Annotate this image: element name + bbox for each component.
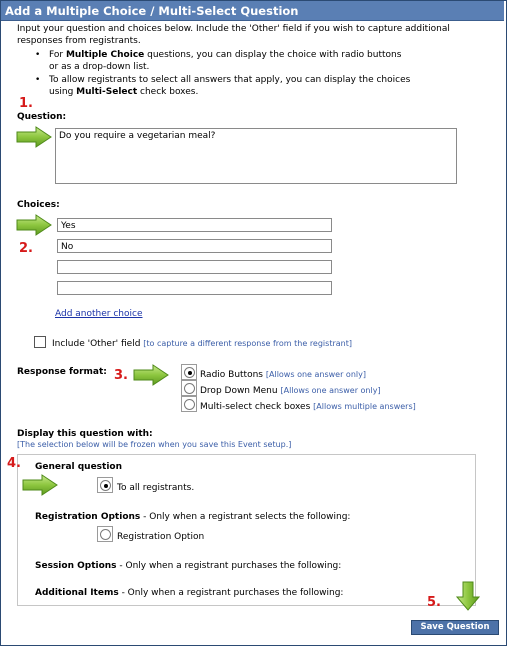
radio-buttons-row: [200, 369, 366, 381]
all-registrants-option[interactable]: [97, 477, 113, 493]
bullet-2-post: check boxes.: [137, 87, 199, 97]
include-other-row: [52, 338, 352, 350]
registration-option-label: Registration Option: [117, 532, 205, 542]
include-other-checkbox[interactable]: [34, 336, 46, 348]
choice-2-value: No: [61, 242, 74, 252]
bullet-2: [49, 74, 479, 98]
bullet-2-line-1: To allow registrants to select all answers that apply, you can display the choices: [49, 75, 411, 85]
step-4-number: 4.: [7, 456, 21, 471]
multi-select-option[interactable]: [181, 396, 197, 412]
additional-items-text: - Only when a registrant purchases the following:: [118, 588, 344, 598]
intro-line-1: Input your question and choices below. Include the 'Other' field if you wish to capture additional: [17, 24, 450, 34]
multi-select-radio[interactable]: [184, 399, 195, 410]
all-registrants-radio[interactable]: [100, 480, 111, 491]
step-5-number: 5.: [427, 595, 441, 610]
step-1-number: 1.: [19, 96, 33, 111]
additional-items-bold: Additional Items: [35, 588, 119, 598]
choices-label: Choices:: [17, 200, 60, 210]
choice-input-2[interactable]: [57, 239, 332, 253]
bullet-1: [49, 49, 479, 73]
multi-select-hint: [Allows multiple answers]: [313, 402, 416, 411]
multi-select-row: [200, 401, 416, 413]
choice-input-4[interactable]: [57, 281, 332, 295]
choice-input-1[interactable]: [57, 218, 332, 232]
bullet-2-pre: using: [49, 87, 77, 97]
bullet-1-post: questions, you can display the choice with radio buttons: [144, 50, 402, 60]
arrow-right-icon: [22, 474, 58, 496]
bullet-2-bold: Multi-Select: [76, 87, 138, 97]
display-options-panel: [17, 454, 476, 606]
bullet-1-pre: For: [49, 50, 66, 60]
drop-down-menu-label: Drop Down Menu: [200, 386, 278, 396]
title-bar: [1, 1, 504, 21]
question-label: Question:: [17, 112, 67, 122]
response-format-label: Response format:: [17, 367, 107, 377]
registration-options-bold: Registration Options: [35, 512, 141, 522]
display-note: [The selection below will be frozen when you save this Event setup.]: [17, 440, 292, 449]
add-another-choice-link[interactable]: Add another choice: [55, 309, 143, 319]
intro-text: [17, 23, 487, 47]
choice-input-3[interactable]: [57, 260, 332, 274]
dialog-title: Add a Multiple Choice / Multi-Select Question: [5, 4, 299, 18]
bullet-1-bold: Multiple Choice: [65, 50, 145, 60]
display-label: Display this question with:: [17, 429, 153, 439]
step-2-number: 2.: [19, 241, 33, 256]
intro-line-2: responses from registrants.: [17, 36, 141, 46]
arrow-right-icon: [16, 126, 52, 148]
session-options-bold: Session Options: [35, 561, 117, 571]
registration-option-item[interactable]: [97, 526, 113, 542]
choice-1-value: Yes: [61, 221, 76, 231]
bullet-1-dot: •: [35, 50, 41, 60]
arrow-down-icon: [456, 581, 480, 611]
drop-down-menu-option[interactable]: [181, 380, 197, 396]
include-other-label: Include 'Other' field: [52, 339, 141, 349]
arrow-right-icon: [133, 364, 169, 386]
session-options-row: [35, 560, 341, 572]
include-other-hint: [to capture a different response from the registrant]: [143, 339, 352, 348]
registration-options-text: - Only when a registrant selects the following:: [140, 512, 351, 522]
question-input[interactable]: [55, 128, 457, 184]
bullet-1-line-2: or as a drop-down list.: [49, 62, 150, 72]
multi-select-label: Multi-select check boxes: [200, 402, 311, 412]
drop-down-menu-radio[interactable]: [184, 383, 195, 394]
radio-buttons-option[interactable]: [181, 364, 197, 380]
drop-down-menu-row: [200, 385, 381, 397]
radio-buttons-label: Radio Buttons: [200, 370, 263, 380]
registration-option-radio[interactable]: [100, 529, 111, 540]
all-registrants-label: To all registrants.: [117, 483, 195, 493]
radio-buttons-radio[interactable]: [184, 367, 195, 378]
general-question-label: General question: [35, 462, 123, 472]
session-options-text: - Only when a registrant purchases the following:: [116, 561, 342, 571]
save-question-button[interactable]: Save Question: [411, 620, 499, 635]
arrow-right-icon: [16, 214, 52, 236]
radio-buttons-hint: [Allows one answer only]: [265, 370, 366, 379]
drop-down-menu-hint: [Allows one answer only]: [280, 386, 381, 395]
bullet-2-dot: •: [35, 75, 41, 85]
step-3-number: 3.: [114, 368, 128, 383]
additional-items-row: [35, 587, 343, 599]
registration-options-row: [35, 511, 350, 523]
question-input-value: Do you require a vegetarian meal?: [59, 131, 216, 141]
